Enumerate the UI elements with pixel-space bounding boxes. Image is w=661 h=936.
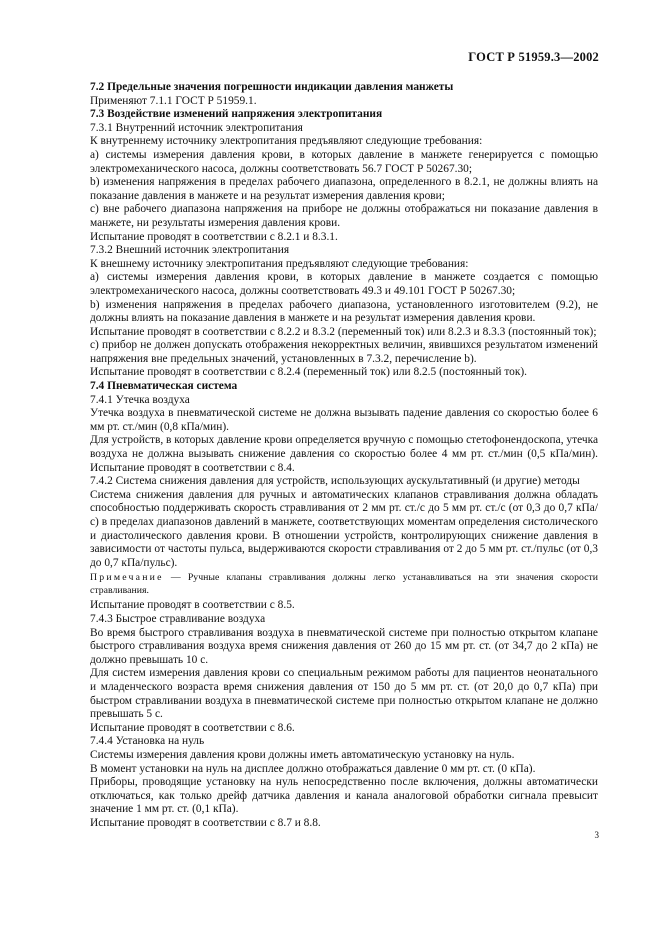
body-paragraph: К внутреннему источнику электропитания предъявляют следующие требования: — [90, 135, 483, 148]
body-paragraph: Испытание проводят в соответствии с 8.6. — [90, 721, 295, 734]
body-paragraph: 7.4.2 Система снижения давления для устройств, использующих аускультативный (и другие) методы — [90, 475, 580, 488]
body-paragraph: Испытание проводят в соответствии с 8.5. — [90, 599, 295, 612]
body-paragraph: Система снижения давления для ручных и автоматических клапанов стравливания должна обладать способностью поддерживать скорость стравливания от 2 мм рт. ст./с до 5 мм рт. ст./с (от 0,3 до 0,7 кПа/с) в пределах диапазонов давлений в манжете, соответствующих моментам определения систолического и диастолического давления крови. В отношении устройств, контролирующих снижение давления в зависимости от частоты пульса, выдерживаются скорости стравливания от 2 до 5 мм рт. ст./пульс (от 0,3 до 0,7 кПа/пульс). — [90, 488, 598, 569]
body-paragraph: Применяют 7.1.1 ГОСТ Р 51959.1. — [90, 94, 257, 107]
section-heading: 7.2 Предельные значения погрешности индикации давления манжеты — [90, 81, 454, 93]
body-paragraph: 7.3.1 Внутренний источник электропитания — [90, 121, 303, 134]
body-paragraph: Приборы, проводящие установку на нуль непосредственно после включения, должны автоматически отключаться, как только дрейф датчика давления и канала аналоговой обработки сигнала превысит значение 1 мм рт. ст. (0,1 кПа). — [90, 776, 598, 816]
body-paragraph: 7.4.1 Утечка воздуха — [90, 393, 190, 406]
section-heading: 7.3 Воздействие изменений напряжения электропитания — [90, 108, 383, 121]
page-number: 3 — [594, 830, 599, 840]
body-paragraph: Во время быстрого стравливания воздуха в пневматической системе при полностью открытом клапане быстрого стравливания воздуха время снижения давления от 260 до 15 мм рт. ст. (от 34,7 до 2 кПа) не должно превышать 10 с. — [90, 626, 598, 666]
body-paragraph: а) системы измерения давления крови, в которых давление в манжете генерируется с помощью электромеханического насоса, должны соответствовать 56.7 ГОСТ Р 50267.30; — [90, 148, 598, 175]
body-paragraph: 7.3.2 Внешний источник электропитания — [90, 244, 290, 257]
body-paragraph: а) системы измерения давления крови, в которых давление в манжете создается с помощью электромеханического насоса, должны соответствовать 49.3 и 49.101 ГОСТ Р 50267.30; — [90, 271, 598, 297]
body-paragraph: Испытание проводят в соответствии с 8.2.1 и 8.3.1. — [90, 230, 338, 243]
note-label: Примечание — [90, 572, 164, 584]
note — [90, 572, 598, 597]
body-paragraph: Для устройств, в которых давление крови определяется вручную с помощью стетофонендоскопа, утечка воздуха не должна вызывать снижение давления со скоростью более 4 мм рт. ст./мин (0,5 кПа/мин). Испытание проводят в соответствии с 8.4. — [90, 434, 598, 474]
body-paragraph: b) изменения напряжения в пределах рабочего диапазона, установленного изготовителем (9.2), не должны влиять на показание давления в манжете и на результат измерения давления крови. — [90, 298, 598, 325]
body-paragraph: Испытание проводят в соответствии с 8.2.4 (переменный ток) или 8.2.5 (постоянный ток). — [90, 366, 528, 379]
body-paragraph: 7.4.4 Установка на нуль — [90, 735, 205, 748]
body-paragraph: 7.4.3 Быстрое стравливание воздуха — [90, 612, 266, 625]
body-paragraph: Испытание проводят в соответствии с 8.7 и 8.8. — [90, 816, 321, 829]
body-paragraph: Системы измерения давления крови должны иметь автоматическую установку на нуль. — [90, 748, 515, 761]
body-paragraph: с) вне рабочего диапазона напряжения на приборе не должны отображаться ни показание давления в манжете, ни результаты измерения давления крови. — [90, 203, 598, 229]
document-body — [90, 81, 598, 830]
section-heading: 7.4 Пневматическая система — [90, 380, 238, 393]
body-paragraph: В момент установки на нуль на дисплее должно отображаться давление 0 мм рт. ст. (0 кПа). — [90, 762, 536, 775]
standard-header: ГОСТ Р 51959.3—2002 — [468, 50, 599, 64]
note-text: — Ручные клапаны стравливания должны легко устанавливаться на эти значения скорости стравливания. — [90, 572, 598, 596]
body-paragraph: Испытание проводят в соответствии с 8.2.2 и 8.3.2 (переменный ток) или 8.2.3 и 8.3.3 (постоянный ток); — [90, 325, 597, 338]
body-paragraph: b) изменения напряжения в пределах рабочего диапазона, определенного в 8.2.1, не должны влиять на показание давления в манжете и на результат измерения давления крови; — [90, 176, 598, 202]
body-paragraph: К внешнему источнику электропитания предъявляют следующие требования: — [90, 257, 469, 270]
body-paragraph: с) прибор не должен допускать отображения некорректных величин, явившихся результатом изменений напряжения вне предельных значений, установленных в 7.3.2, перечисление b). — [90, 339, 598, 365]
body-paragraph: Утечка воздуха в пневматической системе не должна вызывать падение давления со скоростью более 6 мм рт. ст./мин (0,8 кПа/мин). — [90, 407, 598, 433]
body-paragraph: Для систем измерения давления крови со специальным режимом работы для пациентов неонатального и младенческого возраста время снижения давления от 150 до 5 мм рт. ст. (от 20,0 до 0,7 кПа) при быстром стравливании воздуха в пневматической системе при полностью открытом клапане не должно превышать 5 с. — [90, 667, 598, 721]
